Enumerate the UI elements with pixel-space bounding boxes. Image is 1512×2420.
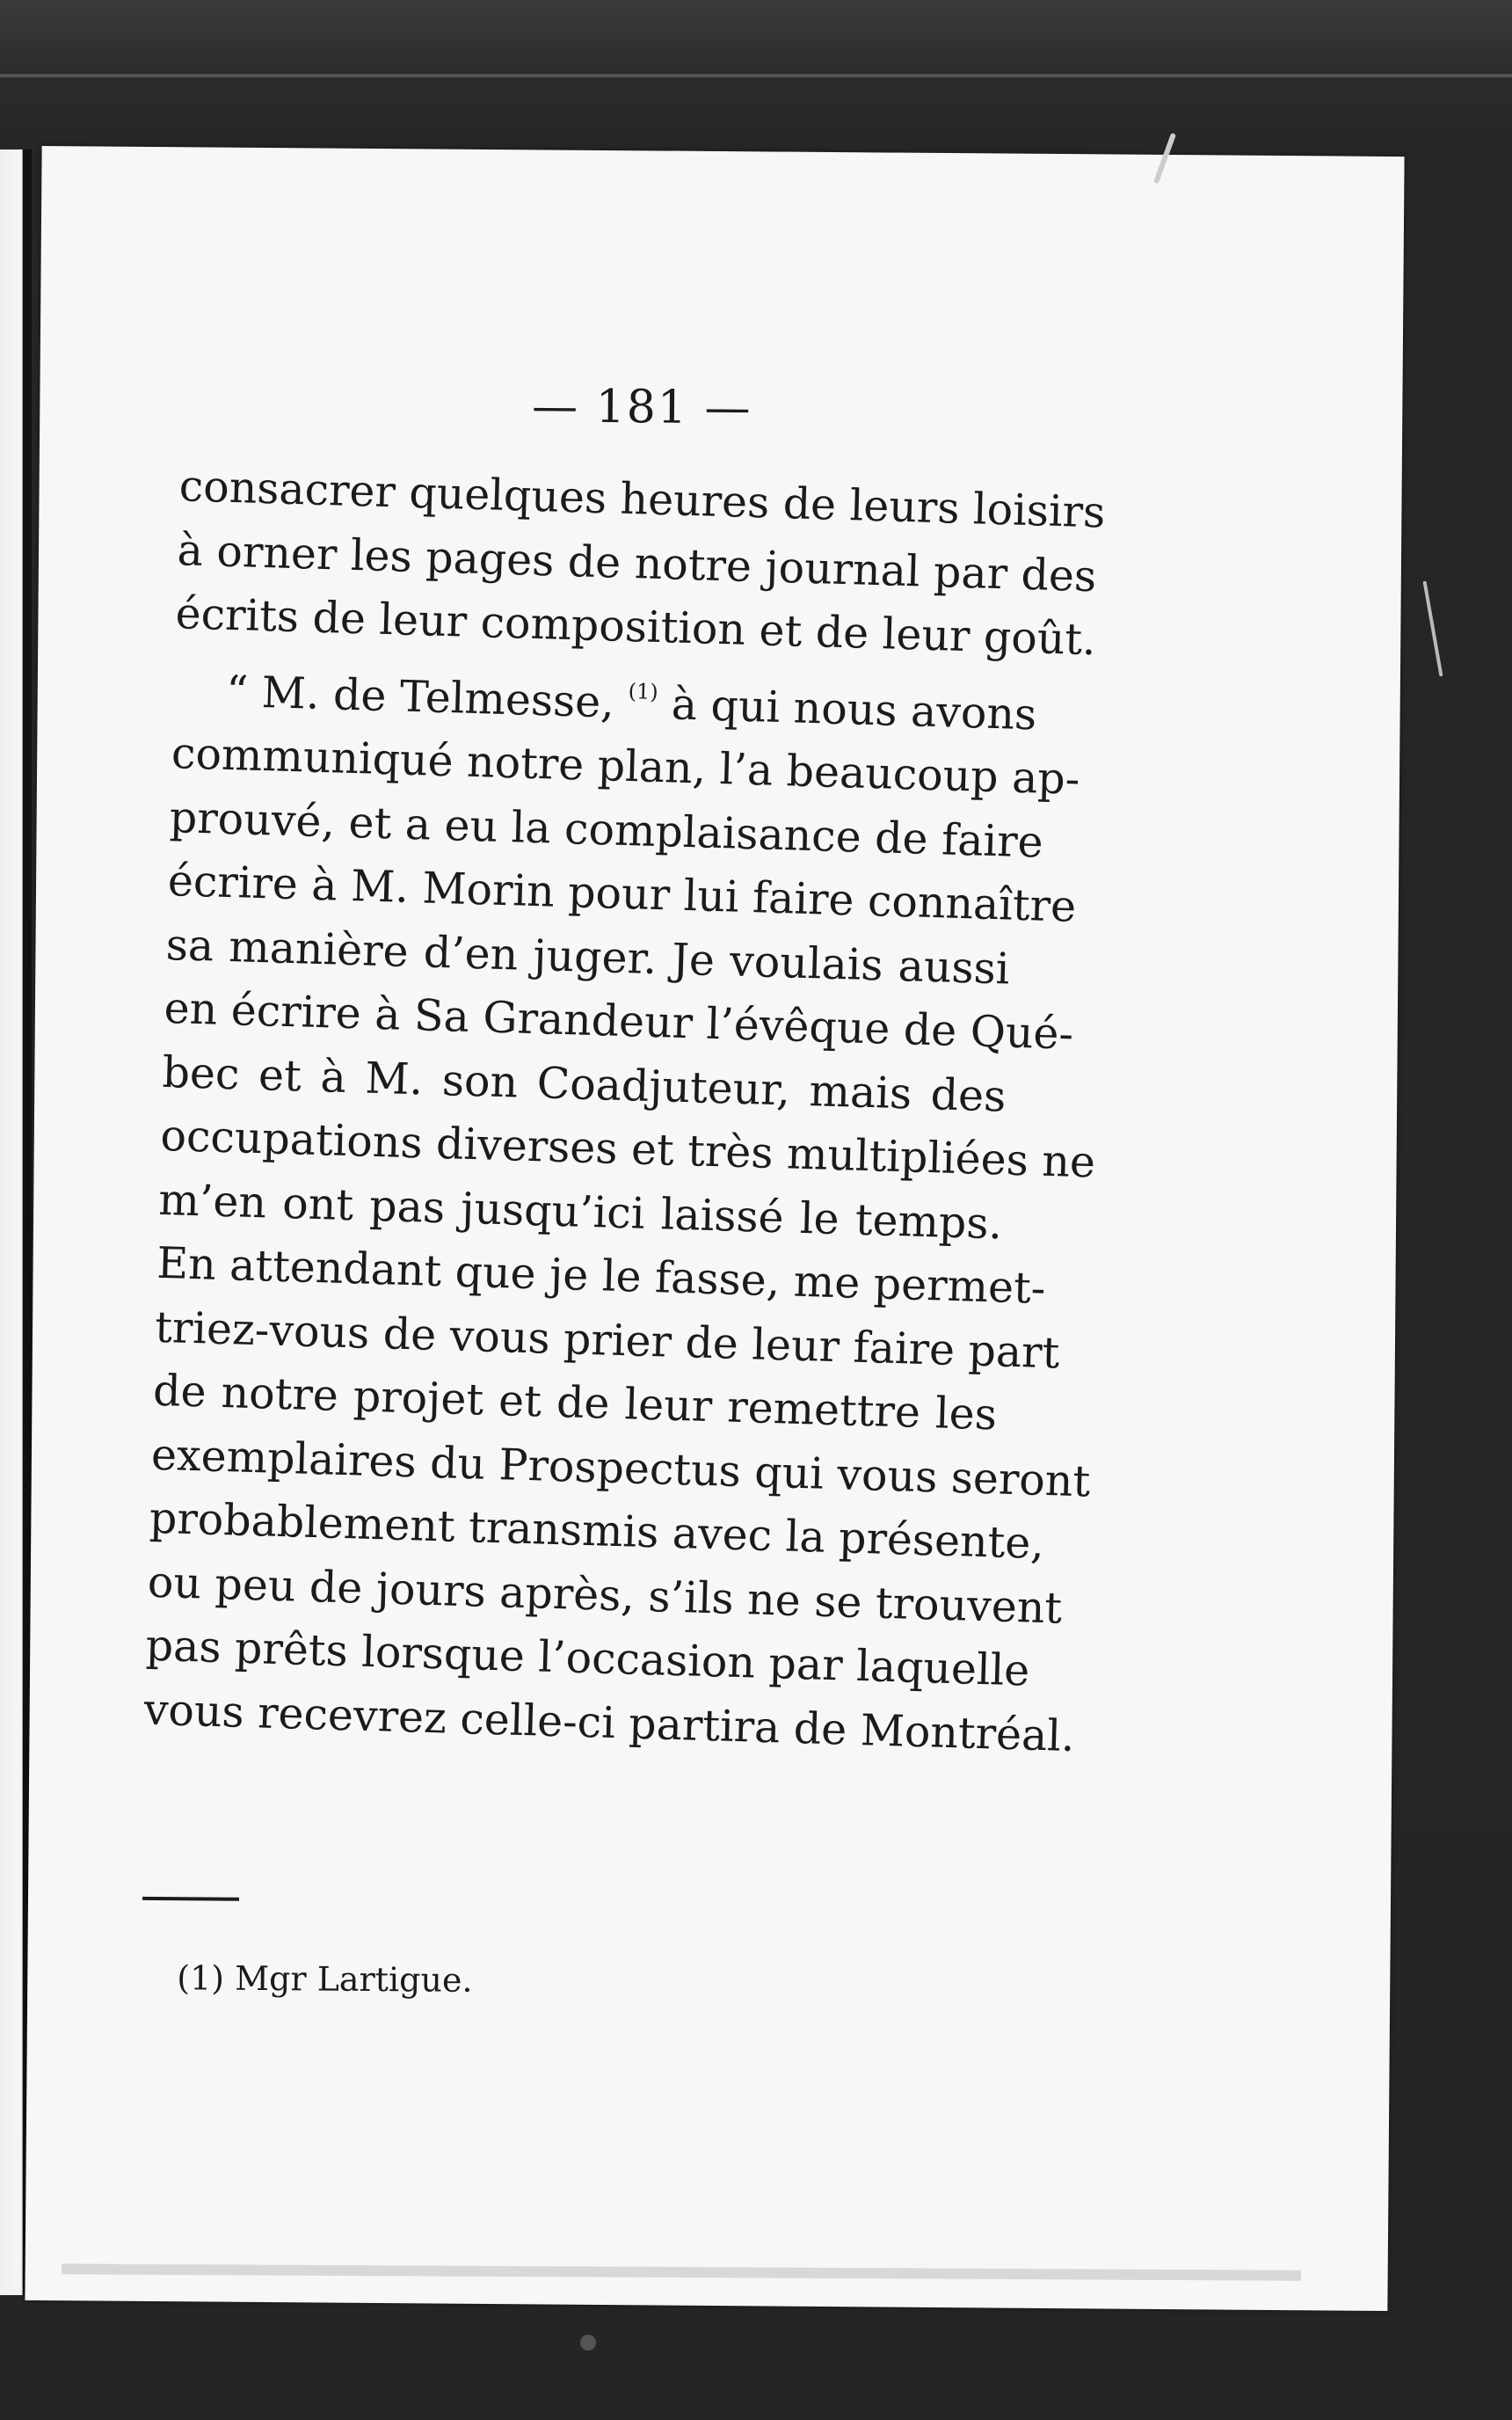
- text-line: communiqué notre plan, l’a beaucoup ap-: [171, 728, 1081, 805]
- text-line: en écrire à Sa Grandeur l’évêque de Qué-: [163, 982, 1074, 1060]
- text-line: écrits de leur composition et de leur goût.: [174, 588, 1097, 666]
- text-line: probablement transmis avec la présente,: [149, 1492, 1045, 1570]
- text-line: sa manière d’en juger. Je voulais aussi: [165, 919, 1011, 995]
- text-line-end: à qui nous avons: [657, 678, 1037, 740]
- text-line: vous recevrez celle-ci partira de Montréal.: [142, 1684, 1076, 1761]
- book-page: [25, 146, 1404, 2311]
- text-line: prouvé, et a eu la complaisance de faire: [169, 791, 1044, 868]
- body-text: [142, 455, 1107, 1766]
- text-line: écrire à M. Morin pour lui faire connaître: [167, 856, 1077, 932]
- text-line: pas prêts lorsque l’occasion par laquelle: [145, 1620, 1031, 1696]
- text-line: ou peu de jours après, s’ils ne se trouvent: [147, 1556, 1063, 1634]
- text-line: exemplaires du Prospectus qui vous seront: [150, 1429, 1091, 1506]
- text-line: à orner les pages de notre journal par des: [176, 524, 1097, 601]
- text-line: consacrer quelques heures de leurs loisirs: [178, 461, 1107, 538]
- text-line: de notre projet et de leur remettre les: [152, 1365, 998, 1440]
- text-line: m’en ont pas jusqu’ici laissé le temps.: [157, 1174, 1003, 1249]
- text-line: occupations diverses et très multipliées ne: [159, 1110, 1096, 1188]
- footnote: (1) Mgr Lartigue.: [177, 1958, 473, 2000]
- footnote-divider: [142, 1897, 239, 1901]
- text-line: En attendant que je le fasse, me permet-: [156, 1237, 1047, 1314]
- scanner-edge: [0, 74, 1512, 77]
- text-line-start: “ M. de Telmesse,: [225, 666, 629, 728]
- text-line: bec et à M. son Coadjuteur, mais des: [161, 1046, 1007, 1122]
- footnote-reference: (1): [628, 678, 659, 704]
- scan-speck: [580, 2335, 596, 2351]
- text-line: triez-vous de vous prier de leur faire part: [154, 1301, 1061, 1378]
- page-number: — 181 —: [531, 380, 752, 435]
